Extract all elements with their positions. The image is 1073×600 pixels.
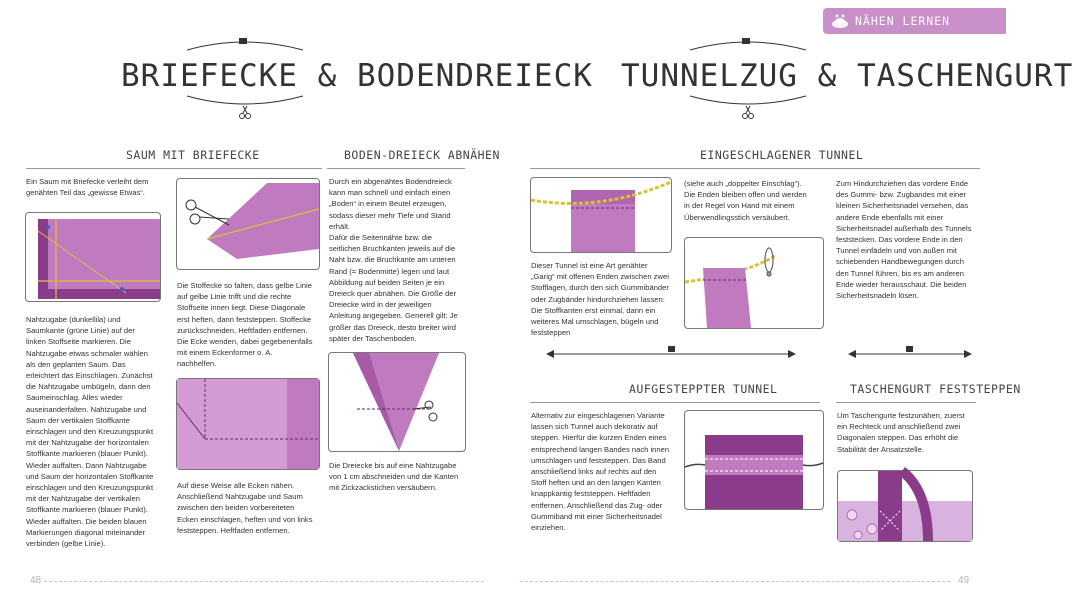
title-frame-top-right xyxy=(688,36,808,52)
text-bodendreieck-1: Durch ein abgenähtes Bodendreieck kann man schnell und einfach einen „Boden“ in einem Beutel erzeugen, sodass dieser mehr Tiefe und Stand erhält. xyxy=(329,177,452,231)
divider-arrow-left xyxy=(546,346,796,360)
section-rule xyxy=(836,402,976,403)
figure-bottom-triangle xyxy=(328,352,466,452)
title-frame-bottom-right xyxy=(688,94,808,124)
section-tab-label: NÄHEN LERNEN xyxy=(855,14,951,28)
page-title-right: TUNNELZUG & TASCHENGURT xyxy=(621,58,1073,94)
text-bodendreieck-3: Die Dreiecke bis auf eine Nahtzugabe von 1 cm abschneiden und die Kanten mit Zickzackstichen versäubern. xyxy=(329,461,459,493)
figure-finished-corner xyxy=(176,378,320,470)
figure-tunnel-safety-pin xyxy=(684,237,824,329)
section-rule xyxy=(530,168,980,169)
text-tunnel-3: Zum Hindurchziehen das vordere Ende des Gummi- bzw. Zugbandes mit einer kleinen Sicherheitsnadel versehen, das andere Ende ebenfalls mit einer Sicherheitsnadel außerhalb des Tunnels feststecken. Das vordere Ende in den Tunnel einfädeln und von außen mit schiebenden Handbewegungen durch den Tunnel führen, bis es am anderen Ende wieder herausschaut. Die beiden Sicherheitsnadeln lösen. xyxy=(836,179,972,301)
text-aufgesteppt: Alternativ zur eingeschlagenen Variante lassen sich Tunnel auch dekorativ auf steppen. Hierfür die kurzen Enden eines entsprechend langen Bandes nach innen umschlagen und feststeppen. Das Band anschließend links auf rechts auf den Stoff heften und an den langen Kanten knappkantig feststeppen. Heftfaden entfernen. Anschließend das Zug- oder Gummiband mit einer Sicherheitsnadel einziehen. xyxy=(531,411,670,533)
section-title-bodendreieck: BODEN-DREIECK ABNÄHEN xyxy=(344,148,500,162)
page-title-left: BRIEFECKE & BODENDREIECK xyxy=(121,58,593,94)
text-briefecke-fold: Die Stoffecke so falten, dass gelbe Linie auf gelbe Linie trifft und die rechte Stoffseite innen liegt. Diese Diagonale erst heften, dann feststeppen. Stoffecke zurückschneiden, Heftfaden entfernen. Die Ecke wenden, dabei gegebenenfalls mit einem Eckenformer o. A. nachhelfen. xyxy=(177,281,313,369)
section-tab xyxy=(823,8,1006,34)
text-tunnel-2: Dieser Tunnel ist eine Art genähter „Garig“ mit offenen Enden zwischen zwei Stofflagen, durch den sich Gummibänder oder Zugbänder hindurchziehen lassen: Die Stoffkanten erst einmal, dann ein weiteres Mal umschlagen, bügeln und feststeppen xyxy=(531,261,669,338)
text-tunnel-1: (siehe auch „doppelter Einschlag“). Die Enden bleiben offen und werden in der Regel von Hand mit einem Überwendlingsstich versäubert. xyxy=(684,179,807,222)
figure-folded-tunnel xyxy=(530,177,672,253)
footer-line-right xyxy=(520,581,950,582)
text-briefecke-intro: Ein Saum mit Briefecke verleiht dem genähten Teil das „gewisse Etwas“. xyxy=(26,177,149,198)
divider-arrow-right xyxy=(848,346,972,360)
safety-pin-icon xyxy=(765,248,773,276)
figure-applied-tunnel xyxy=(684,410,824,510)
scissors-icon xyxy=(240,106,251,119)
title-frame-top-left xyxy=(185,36,305,52)
section-title-taschengurt: TASCHENGURT FESTSTEPPEN xyxy=(850,382,1021,396)
text-briefecke-main: Nahtzugabe (dunkellila) und Saumkante (grüne Linie) auf der linken Stoffseite markieren. Die Nahtzugabe etwas schmaler wählen als den geplanten Saum. Das erleichtert das Einschlagen. Zunächst die Nahtzugabe umbügeln, dann den Saumeinschlag. Alles wieder auseinanderfalten. Nahtzugabe und Saum der vertikalen Stoffkante einschlagen und den Kreuzungspunkt mit der Nahtzugabe der horizontalen Stoffkante markieren (blauer Punkt). Wieder auffalten. Dann Nahtzugabe und Saum der horizontalen Stoffkante einschlagen und den Kreuzungspunkt mit der Nahtzugabe der vertikalen Stoffkante markieren (blauer Punkt). Wieder auffalten. Die beiden blauen Markierungen diagonal miteinander verbinden (gelbe Linie). xyxy=(26,315,154,549)
scissors-icon xyxy=(186,200,229,225)
figure-fold-corner xyxy=(176,178,320,270)
section-title-briefecke: SAUM MIT BRIEFECKE xyxy=(126,148,260,162)
page-number-left: 48 xyxy=(30,575,42,586)
section-rule xyxy=(327,168,465,169)
figure-hem-markings xyxy=(25,212,161,302)
title-frame-bottom-left xyxy=(185,94,305,124)
text-bodendreieck-2: Dafür die Seitennähte bzw. die seitlichen Bruchkanten jeweils auf die Naht bzw. die Bruchkante am unteren Rand (= Bodenmitte) legen und laut Abbildung auf beiden Seiten je ein Dreieck quer abnähen. Die Größe der Dreiecke wird in der jeweiligen Anleitung angegeben. Generell gilt: Je größer das Dreieck, desto breiter wird später der Taschenboden. xyxy=(329,233,458,343)
section-title-tunnel: EINGESCHLAGENER TUNNEL xyxy=(700,148,864,162)
section-rule xyxy=(530,402,820,403)
scissors-icon xyxy=(743,106,754,119)
section-title-aufgesteppt: AUFGESTEPPTER TUNNEL xyxy=(629,382,778,396)
page-number-right: 49 xyxy=(958,575,970,586)
text-taschengurt: Um Taschengurte festzunähen, zuerst ein Rechteck und anschließend zwei Diagonalen steppen. Das erhöht die Stabilität der Ansatzstelle. xyxy=(837,411,965,454)
pincushion-icon xyxy=(831,13,849,29)
figure-bag-strap xyxy=(837,470,973,542)
footer-line-left xyxy=(44,581,484,582)
text-briefecke-corners: Auf diese Weise alle Ecken nähen. Anschließend Nahtzugabe und Saum zwischen den beiden vorbereiteten Ecken einschlagen, heften und von links feststeppen. Heftfaden entfernen. xyxy=(177,481,313,535)
section-rule xyxy=(26,168,322,169)
